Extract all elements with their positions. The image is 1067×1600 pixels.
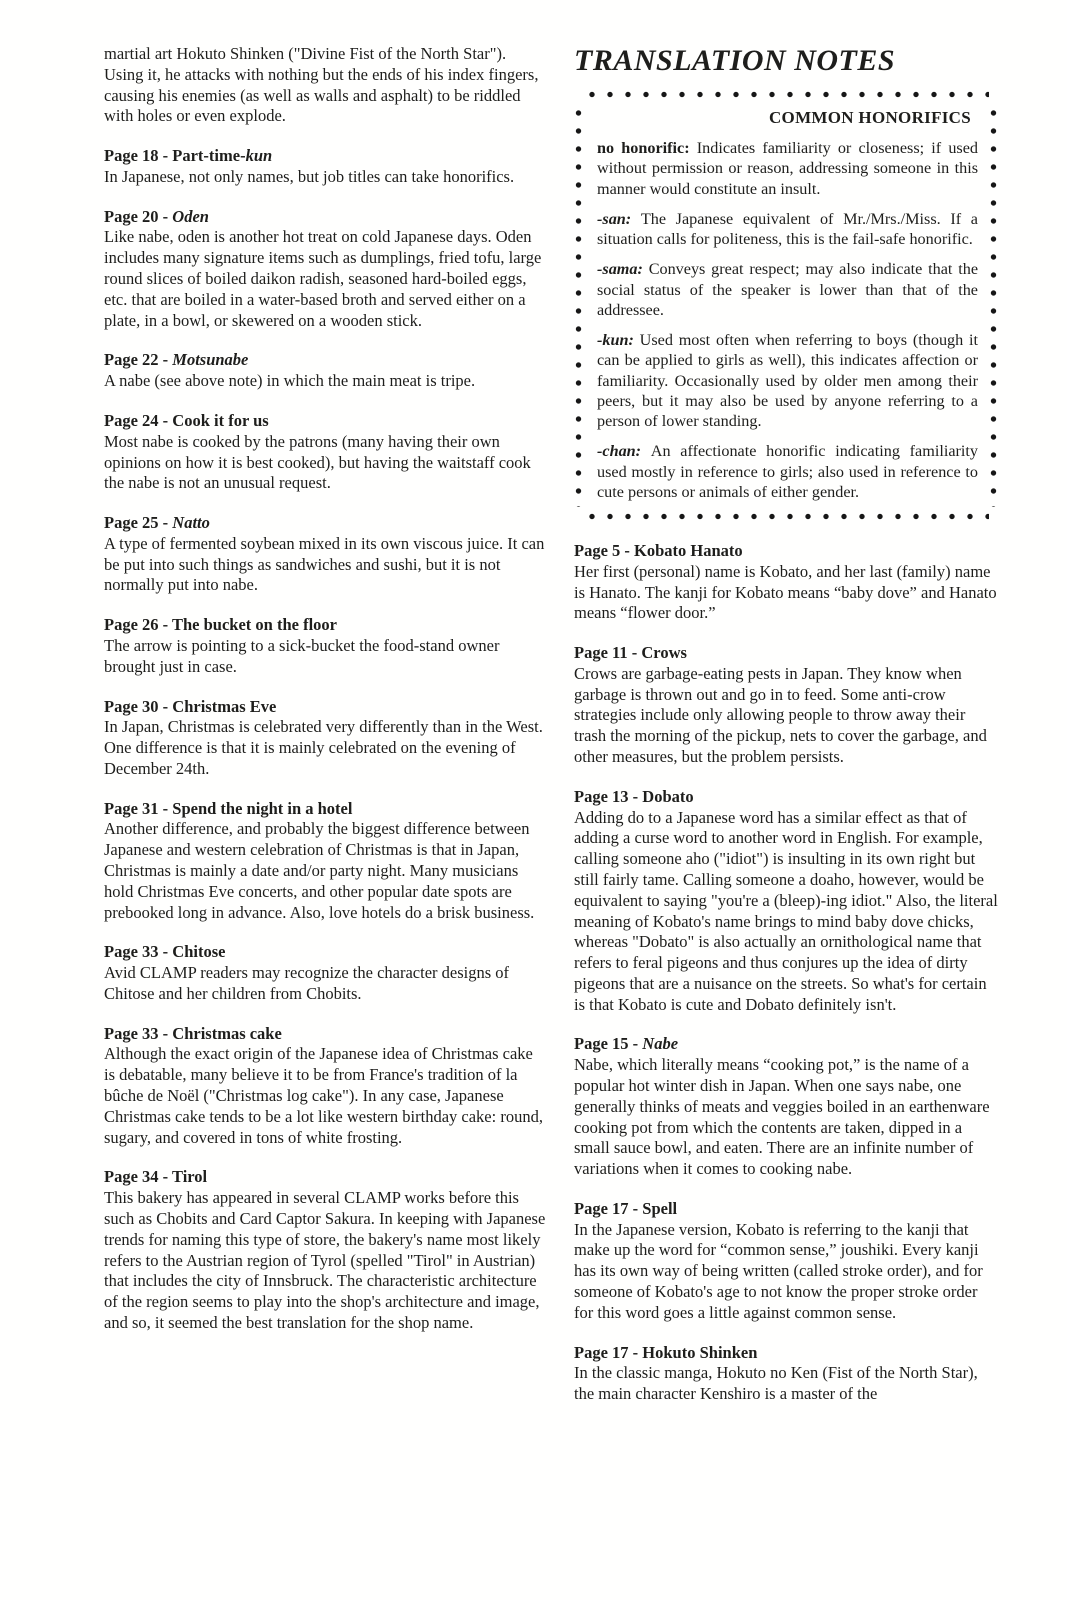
note-heading-page-label: Page 34 - (104, 1167, 172, 1187)
honorific-entry (597, 259, 978, 320)
note-body: In the Japanese version, Kobato is referring to the kanji that make up the word for “common sense,” joushiki. Every kanji has its own way of being written (called stroke order), and for someone of Kobato's age to not know the proper stroke order for this word goes a little against common sense. (574, 1219, 983, 1322)
note-heading-title: Spell (642, 1198, 678, 1218)
note-heading (574, 643, 998, 664)
note-section (104, 350, 546, 392)
honorifics-entry-list (597, 138, 978, 502)
note-body: In Japanese, not only names, but job titles can take honorifics. (104, 166, 515, 186)
note-body: Like nabe, oden is another hot treat on cold Japanese days. Oden includes many signature items such as dumplings, fried tofu, large round slices of boiled daikon radish, seasoned hard-boiled eggs, etc. that are boiled in a water-based broth and served either on a plate, in a bowl, or skewered on a wooden stick. (104, 227, 542, 330)
honorific-definition: The Japanese equivalent of Mr./Mrs./Miss. If a situation calls for politeness, this is the fail-safe honorific. (597, 209, 978, 248)
note-heading-title: Hokuto Shinken (642, 1342, 758, 1362)
note-body: The arrow is pointing to a sick-bucket the food-stand owner brought just in case. (104, 635, 500, 676)
note-heading-title: kun (245, 146, 273, 166)
note-body: Nabe, which literally means “cooking pot,” is the name of a popular hot winter dish in Japan. When one says nabe, one generally thinks of meats and veggies boiled in an earthenware cooking pot from which the contents are taken, dipped in a small sauce bowl, and eaten. There are an infinite number of variations when it comes to cooking nabe. (574, 1055, 990, 1179)
honorific-entry (597, 441, 978, 502)
note-body: A type of fermented soybean mixed in its own viscous juice. It can be put into such things as sandwiches and sushi, but it is not normally put into nabe. (104, 533, 545, 595)
note-heading-title: Nabe (642, 1034, 679, 1054)
note-body: Avid CLAMP readers may recognize the character designs of Chitose and her children from Chobits. (104, 963, 510, 1003)
note-section (104, 513, 546, 596)
note-heading (104, 411, 546, 432)
note-heading (104, 207, 546, 228)
note-heading (104, 942, 546, 963)
note-heading-title: Christmas Eve (172, 696, 277, 716)
left-column (104, 44, 546, 1353)
note-section (104, 411, 546, 494)
note-body: Another difference, and probably the biggest difference between Japanese and western celebration of Christmas is that in Japan, Christmas is mainly a date and/or party night. Many musicians hold Christmas Eve concerts, and other popular date spots are prebooked long in advance. Also, love hotels do a brisk business. (104, 819, 535, 922)
note-heading-page-label: Page 17 - (574, 1198, 643, 1218)
common-honorifics-box (574, 91, 998, 520)
note-section (104, 799, 546, 924)
note-section (574, 1199, 998, 1324)
note-heading-title: Spend the night in a hotel (172, 798, 353, 818)
note-heading (104, 697, 546, 718)
note-section (574, 787, 998, 1016)
note-heading (574, 787, 998, 808)
note-heading-title: Kobato Hanato (634, 541, 743, 560)
note-section (104, 1024, 546, 1149)
dotted-border-left-icon (575, 104, 582, 507)
note-heading (104, 1024, 546, 1045)
honorific-entry (597, 330, 978, 431)
dotted-border-top-icon (583, 91, 989, 98)
note-heading-title: Oden (172, 206, 209, 226)
note-heading-page-label: Page 13 - (574, 786, 643, 806)
note-heading-page-label: Page 20 - (104, 206, 173, 226)
note-body: martial art Hokuto Shinken ("Divine Fist of the North Star"). Using it, he attacks with nothing but the ends of his index fingers, causing his enemies (as well as walls and asphalt) to be riddled with holes or even explode. (104, 44, 539, 126)
right-column (574, 44, 998, 1424)
note-heading-title: Motsunabe (172, 350, 249, 370)
note-heading-page-label: Page 18 - (104, 146, 173, 166)
note-heading-title: Cook it for us (172, 410, 269, 430)
dotted-border-right-icon (990, 104, 997, 507)
note-section (104, 615, 546, 677)
note-section (574, 1343, 998, 1405)
note-heading-page-label: Page 17 - (574, 1342, 643, 1362)
note-heading (104, 799, 546, 820)
note-heading-page-label: Page 22 - (104, 350, 173, 370)
note-heading (574, 1199, 998, 1220)
note-body: Although the exact origin of the Japanese idea of Christmas cake is debatable, many believe it to be from France's tradition of la bûche de Noël ("Christmas log cake"). In any case, Japanese Christmas cake tends to be a lot like western birthday cake: round, sugary, and covered in tons of white frosting. (104, 1044, 543, 1147)
note-heading-title: Crows (641, 643, 687, 663)
note-section (104, 207, 546, 332)
note-heading-page-label: Page 31 - (104, 798, 173, 818)
note-heading (104, 513, 546, 534)
honorific-term: -chan: (597, 442, 651, 461)
note-section (104, 942, 546, 1004)
note-heading-title: Tirol (171, 1167, 208, 1187)
note-section (574, 1034, 998, 1179)
honorifics-box-title: COMMON HONORIFICS (768, 108, 971, 127)
note-body: Most nabe is cooked by the patrons (many having their own opinions on how it is best cooked), but having the waitstaff cook the nabe is not an unusual request. (104, 431, 531, 493)
note-heading (574, 1034, 998, 1055)
note-body: In Japan, Christmas is celebrated very differently than in the West. One difference is that it is mainly celebrated on the evening of December 24th. (104, 717, 543, 778)
honorific-definition: Indicates familiarity or closeness; if used without permission or reason, addressing someone in this manner would constitute an insult. (597, 139, 978, 198)
note-section (574, 541, 998, 624)
note-heading (104, 1167, 546, 1188)
note-heading-title: Christmas cake (172, 1023, 282, 1043)
note-section (104, 1167, 546, 1333)
note-heading-page-label: Page 33 - (104, 1023, 173, 1043)
note-heading (574, 1343, 998, 1364)
note-section (104, 146, 546, 188)
note-heading-page-label: Page 5 - (574, 541, 635, 560)
honorific-definition: Conveys great respect; may also indicate that the social status of the speaker is lower than that of the addressee. (597, 260, 978, 319)
note-heading-page-label: Page 25 - (104, 513, 173, 533)
honorific-term: -san: (597, 209, 641, 228)
note-body: In the classic manga, Hokuto no Ken (Fist of the North Star), the main character Kenshiro is a master of the (574, 1363, 978, 1404)
note-heading (104, 146, 546, 167)
note-heading-title: The bucket on the floor (171, 615, 337, 635)
honorific-entry (597, 138, 978, 199)
note-heading-title: Natto (172, 513, 210, 533)
note-body: Crows are garbage-eating pests in Japan. They know when garbage is thrown out and go in to feed. Some anti-crow strategies include only allowing people to throw away their trash the morning of the pickup, nets to cover the garbage, and other measures, but the problem persists. (574, 663, 987, 767)
dotted-border-bottom-icon (583, 513, 989, 520)
page-title: TRANSLATION NOTES (574, 44, 896, 77)
note-section (574, 643, 998, 768)
note-heading-title: Part-time- (172, 146, 246, 166)
note-body: A nabe (see above note) in which the main meat is tripe. (104, 371, 476, 391)
honorific-definition: An affectionate honorific indicating familiarity used mostly in reference to girls; also used in reference to cute persons or animals of either gender. (597, 442, 978, 501)
note-heading (104, 615, 546, 636)
note-heading (104, 350, 546, 371)
note-section (104, 44, 546, 127)
note-heading-title: Chitose (172, 942, 226, 962)
honorific-term: -sama: (597, 260, 649, 279)
note-body: This bakery has appeared in several CLAMP works before this such as Chobits and Card Captor Sakura. In keeping with Japanese trends for naming this type of store, the bakery's name most likely refers to the Austrian region of Tyrol (spelled "Tirol" in Austrian) that includes the city of Innsbruck. The characteristic architecture of the region seems to play into the shop's architecture and image, and so, it seemed the best translation for the shop name. (104, 1188, 546, 1332)
note-heading-title: Dobato (642, 786, 694, 806)
honorific-term: no honorific: (597, 139, 697, 157)
right-column-sections (574, 541, 998, 1405)
honorific-definition: Used most often when referring to boys (though it can be applied to girls as well), this indicates affection or familiarity. Occasionally used by older men among their peers, but it may also be used by anyone referring to a person of lower standing. (597, 331, 978, 430)
note-heading (574, 541, 998, 562)
note-heading-page-label: Page 15 - (574, 1034, 643, 1054)
note-section (104, 697, 546, 780)
honorific-term: -kun: (597, 331, 640, 349)
note-body: Adding do to a Japanese word has a similar effect as that of adding a curse word to another word in English. For example, calling someone aho ("idiot") is insulting in its own right but still fairly tame. Calling someone a doaho, however, would be equivalent to saying "you're a (bleep)-ing idiot." Also, the literal meaning of Kobato's name brings to mind baby dove chicks, whereas "Dobato" is also actually an ornithological name that refers to feral pigeons and thus conjures up the idea of dirty pigeons that are a nuisance on the streets. So what's for certain is that Kobato is cute and Dobato definitely isn't. (574, 807, 998, 1014)
note-heading-page-label: Page 24 - (104, 410, 173, 430)
note-body: Her first (personal) name is Kobato, and her last (family) name is Hanato. The kanji for Kobato means “baby dove” and Hanato means “flower door.” (574, 561, 997, 623)
note-heading-page-label: Page 33 - (104, 942, 173, 962)
note-heading-page-label: Page 11 - (574, 643, 642, 663)
honorific-entry (597, 209, 978, 250)
note-heading-page-label: Page 26 - (104, 615, 172, 635)
note-heading-page-label: Page 30 - (104, 696, 173, 716)
